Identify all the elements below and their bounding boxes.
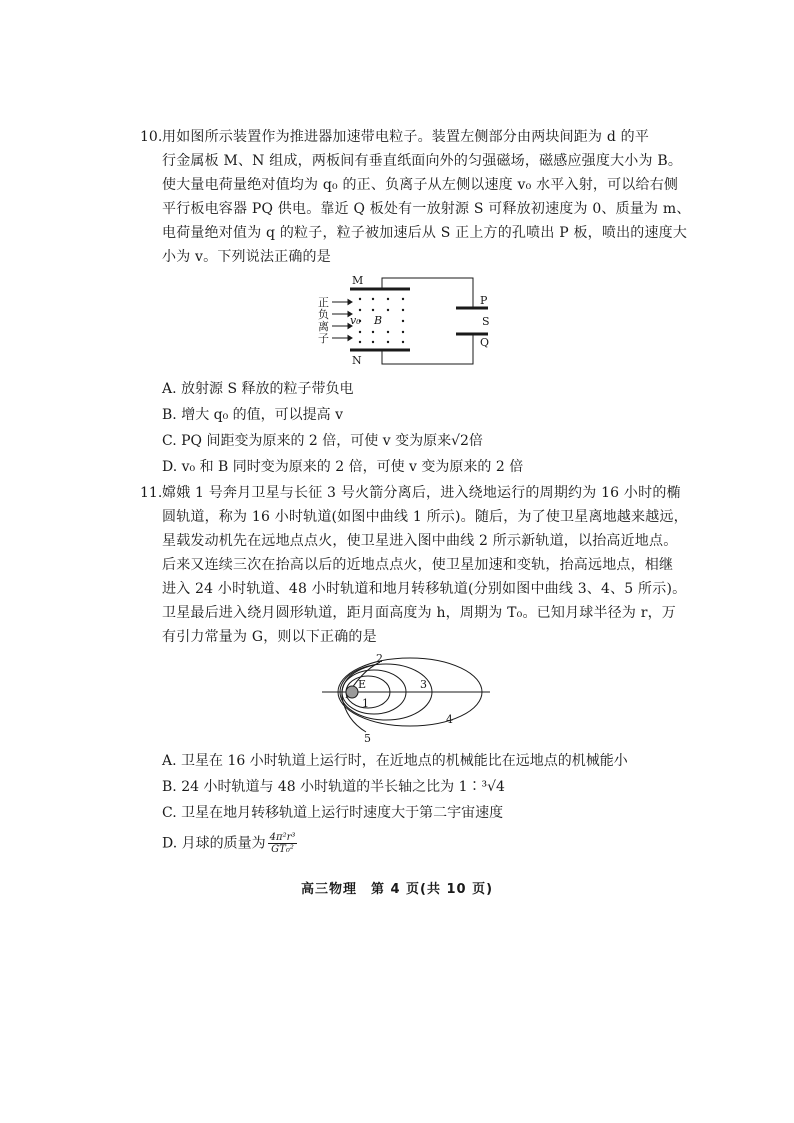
q10-text-line: 平行板电容器 PQ 供电。靠近 Q 板处有一放射源 S 可释放初速度为 0、质量为 m、	[162, 201, 691, 217]
q10-text-line: 使大量电荷量绝对值均为 q₀ 的正、负离子从左侧以速度 v₀ 水平入射，可以给右侧	[162, 177, 679, 193]
label-ions-1: 正	[318, 296, 329, 309]
q10-option-c: C. PQ 间距变为原来的 2 倍，可使 v 变为原来√2倍	[162, 433, 483, 449]
q11-orbit-figure	[320, 652, 500, 747]
q11-text-line: 星载发动机先在远地点点火，使卫星进入图中曲线 2 所示新轨道，以抬高近地点。	[162, 533, 678, 549]
q11-option-d-prefix: D. 月球的质量为	[162, 835, 266, 852]
orbit-label-1: 1	[362, 697, 369, 710]
orbit-label-5: 5	[364, 732, 371, 745]
q10-number: 10.	[140, 129, 163, 145]
moon-mass-fraction	[268, 832, 298, 855]
page-footer: 高三物理 第 4 页(共 10 页)	[300, 882, 494, 897]
q10-text-line: 用如图所示装置作为推进器加速带电粒子。装置左侧部分由两块间距为 d 的平	[162, 129, 650, 145]
earth	[346, 686, 358, 698]
q10-option-b: B. 增大 q₀ 的值，可以提高 v	[162, 407, 344, 423]
label-s: S	[482, 315, 490, 328]
q10-option-a: A. 放射源 S 释放的粒子带负电	[162, 381, 354, 397]
orbit-label-3: 3	[420, 678, 427, 691]
q10-text-line: 行金属板 M、N 组成，两板间有垂直纸面向外的匀强磁场，磁感应强度大小为 B。	[162, 153, 683, 169]
q11-text-line: 圆轨道，称为 16 小时轨道(如图中曲线 1 所示)。随后，为了使卫星离地越来越远，	[162, 509, 688, 525]
orbit-label-e: E	[358, 678, 367, 691]
orbit-label-2: 2	[376, 652, 383, 665]
q11-number: 11.	[140, 485, 163, 501]
label-p: P	[480, 294, 488, 307]
q10-option-d: D. v₀ 和 B 同时变为原来的 2 倍，可使 v 变为原来的 2 倍	[162, 459, 524, 475]
label-ions-2: 负	[318, 308, 329, 321]
q11-text-line: 有引力常量为 G，则以下正确的是	[162, 629, 377, 645]
q11-text-line: 卫星最后进入绕月圆形轨道，距月面高度为 h，周期为 T₀。已知月球半径为 r，万	[162, 605, 677, 621]
q11-text-line: 嫦娥 1 号奔月卫星与长征 3 号火箭分离后，进入绕地运行的周期约为 16 小时的椭	[162, 485, 681, 501]
ion-arrows	[332, 300, 352, 341]
q10-figure	[310, 272, 510, 372]
q11-option-b: B. 24 小时轨道与 48 小时轨道的半长轴之比为 1∶³√4	[162, 779, 505, 795]
q11-option-a: A. 卫星在 16 小时轨道上运行时，在近地点的机械能比在远地点的机械能小	[162, 753, 628, 769]
label-ions-3: 离	[318, 320, 329, 333]
label-q: Q	[480, 336, 490, 349]
label-b: B	[374, 314, 383, 327]
q11-option-c: C. 卫星在地月转移轨道上运行时速度大于第二宇宙速度	[162, 805, 504, 821]
q11-text-line: 进入 24 小时轨道、48 小时轨道和地月转移轨道(分别如图中曲线 3、4、5 所示)。	[162, 581, 687, 597]
q10-text-line: 电荷量绝对值为 q 的粒子，粒子被加速后从 S 正上方的孔喷出 P 板，喷出的速度大	[162, 225, 688, 241]
label-n: N	[352, 354, 362, 367]
fraction-numerator: 4π²r³	[269, 832, 296, 843]
label-v0: v₀	[350, 314, 361, 327]
label-m: M	[352, 274, 364, 287]
label-ions-4: 子	[318, 332, 329, 345]
circuit-wire-top	[382, 278, 473, 308]
q11-text-line: 后来又连续三次在抬高以后的近地点点火，使卫星加速和变轨，抬高远地点，相继	[162, 557, 674, 573]
q11-option-d	[162, 832, 297, 855]
fraction-denominator: GT₀²	[271, 844, 294, 855]
q10-text-line: 小为 v。下列说法正确的是	[162, 249, 331, 265]
orbit-label-4: 4	[446, 713, 453, 726]
